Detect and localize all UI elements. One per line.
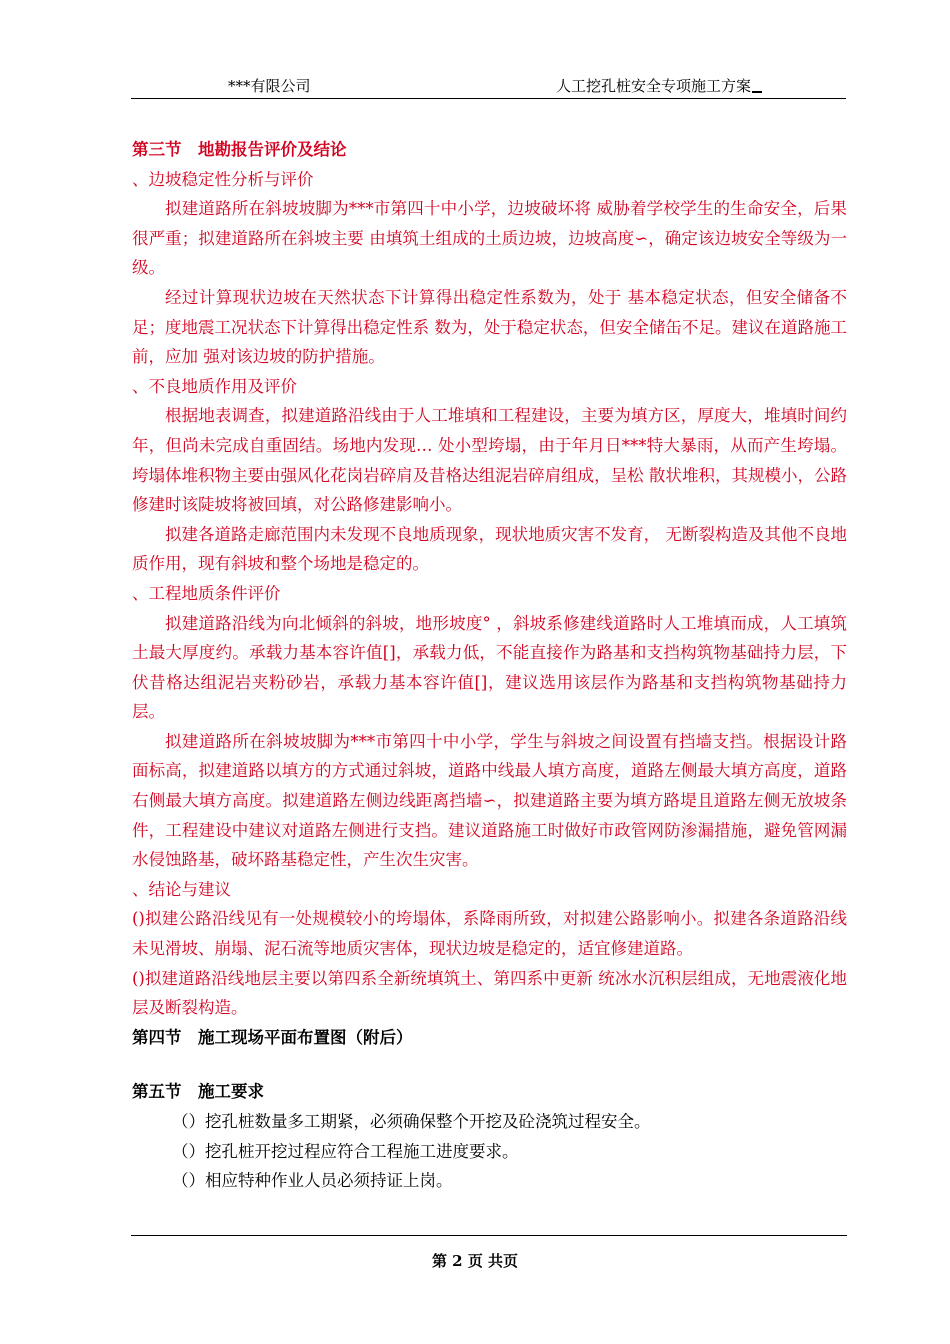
section-5-title: 第五节 施工要求 — [132, 1082, 264, 1102]
paragraph: 根据地表调查，拟建道路沿线由于人工堆填和工程建设，主要为填方区，厚度大，堆填时间约年，但尚未完成自重固结。场地内发现… 处小型垮塌，由于年月日***特大暴雨，从而产生垮塌。 垮塌体堆积物主要由强风化花岗岩碎肩及昔格达组泥岩碎肩组成，呈松 散状堆积，其规模小，公路修建时该陡坡将被回填，对公路修建影响小。 — [132, 406, 847, 515]
list-item: （）挖孔桩开挖过程应符合工程施工进度要求。 — [172, 1141, 519, 1161]
header-company: ***有限公司 — [228, 77, 311, 95]
header-doc-title: 人工挖孔桩安全专项施工方案 — [556, 75, 762, 96]
paragraph: 拟建道路沿线为向北倾斜的斜坡，地形坡度° ，斜坡系修建线道路时人工堆填而成，人工填筑土最大厚度约。承载力基本容许值[]，承载力低，不能直接作为路基和支挡构筑物基础持力层，下伏昔格达组泥岩夹粉砂岩，承载力基本容许值[]，建议选用该层作为路基和支挡构筑物基础持力层。 — [132, 613, 847, 722]
footer-divider — [131, 1235, 847, 1236]
section-3-heading-1: 、边坡稳定性分析与评价 — [132, 169, 314, 189]
paragraph: 拟建各道路走廊范围内未发现不良地质现象，现状地质灾害不发育， 无断裂构造及其他不良地质作用，现有斜坡和整个场地是稳定的。 — [132, 524, 847, 574]
document-body — [132, 135, 847, 1196]
section-3-heading-4: 、结论与建议 — [132, 879, 231, 899]
page-number: 第 2 页 共页 — [431, 1252, 519, 1270]
section-3-heading-2: 、不良地质作用及评价 — [132, 376, 297, 396]
list-item: （）挖孔桩数量多工期紧，必须确保整个开挖及砼浇筑过程安全。 — [172, 1112, 651, 1131]
page-header — [131, 72, 846, 99]
list-item: （）相应特种作业人员必须持证上岗。 — [172, 1171, 453, 1191]
section-4-title: 第四节 施工现场平面布置图（附后） — [132, 1027, 413, 1047]
section-3-heading-3: 、工程地质条件评价 — [132, 583, 281, 603]
paragraph: 拟建道路所在斜坡坡脚为***市第四十中小学，边坡破坏将 威胁着学校学生的生命安全，后果很严重；拟建道路所在斜坡主要 由填筑土组成的土质边坡，边坡高度∽，确定该边坡安全等级为一级。 — [132, 199, 847, 278]
paragraph: ()拟建道路沿线地层主要以第四系全新统填筑土、第四系中更新 统冰水沉积层组成，无地震液化地层及断裂构造。 — [132, 968, 847, 1018]
paragraph: ()拟建公路沿线见有一处规模较小的垮塌体，系降雨所致，对拟建公路影响小。拟建各条道路沿线未见滑坡、崩塌、泥石流等地质灾害体，现状边坡是稳定的，适宜修建道路。 — [132, 909, 847, 959]
paragraph: 拟建道路所在斜坡坡脚为***市第四十中小学，学生与斜坡之间设置有挡墙支挡。根据设计路面标高，拟建道路以填方的方式通过斜坡，道路中线最人填方高度，道路左侧最大填方高度，道路右侧最大填方高度。拟建道路左侧边线距离挡墙∽，拟建道路主要为填方路堤且道路左侧无放坡条件，工程建设中建议对道路左侧进行支挡。建议道路施工时做好市政管网防渗漏措施，避免管网漏水侵蚀路基，破坏路基稳定性，产生次生灾害。 — [132, 731, 847, 870]
section-3-title: 第三节 地勘报告评价及结论 — [132, 140, 347, 159]
paragraph: 经过计算现状边坡在天然状态下计算得出稳定性系数为，处于 基本稳定状态，但安全储备不足；度地震工况状态下计算得出稳定性系 数为，处于稳定状态，但安全储缶不足。建议在道路施工前，应加 强对该边坡的防护措施。 — [132, 287, 847, 367]
